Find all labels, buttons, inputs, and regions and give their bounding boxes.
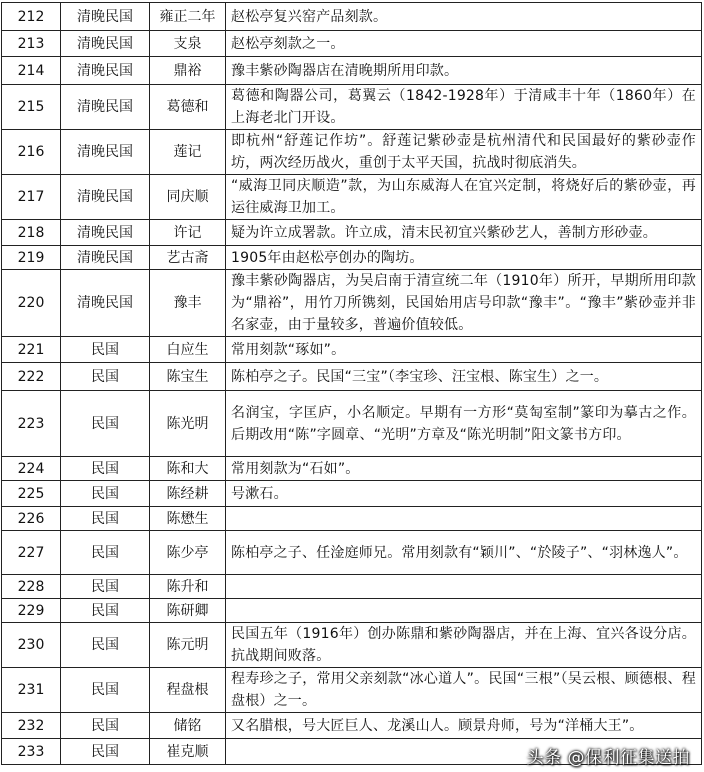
row-number: 219 [2, 246, 61, 270]
table-row [2, 175, 702, 220]
row-name: 葛德和 [150, 85, 226, 130]
table-row [2, 531, 702, 575]
row-era: 民国 [61, 481, 150, 507]
row-description: 民国五年（1916年）创办陈鼎和紫砂陶器店，并在上海、宜兴各设分店。抗战期间败落。 [226, 623, 702, 668]
row-description: 赵松亭复兴窑产品刻款。 [226, 3, 702, 31]
row-number: 228 [2, 575, 61, 599]
row-name: 支泉 [150, 31, 226, 57]
row-number: 230 [2, 623, 61, 668]
row-number: 216 [2, 130, 61, 175]
row-era: 民国 [61, 391, 150, 457]
row-era: 民国 [61, 507, 150, 531]
row-description: 名润宝，字匡庐，小名顺定。早期有一方形“莫匋室制”篆印为摹古之作。后期改用“陈”字圆章、“光明”方章及“陈光明制”阳文篆书方印。 [226, 391, 702, 457]
row-number: 231 [2, 668, 61, 713]
row-description: 陈柏亭之子。民国“三宝”（李宝珍、汪宝根、陈宝生）之一。 [226, 363, 702, 391]
row-era: 清晚民国 [61, 57, 150, 85]
table-row [2, 220, 702, 246]
row-number: 218 [2, 220, 61, 246]
row-era: 民国 [61, 739, 150, 765]
row-name: 陈研卿 [150, 599, 226, 623]
row-number: 222 [2, 363, 61, 391]
row-number: 214 [2, 57, 61, 85]
row-name: 鼎裕 [150, 57, 226, 85]
table-row [2, 246, 702, 270]
row-description: 即杭州“舒莲记作坊”。舒莲记紫砂壶是杭州清代和民国最好的紫砂壶作坊，两次经历战火，重创于太平天国，抗战时彻底消失。 [226, 130, 702, 175]
row-description [226, 507, 702, 531]
row-era: 清晚民国 [61, 3, 150, 31]
table-row [2, 57, 702, 85]
watermark: 头条 @保利征集送拍 [526, 748, 690, 768]
row-era: 清晚民国 [61, 130, 150, 175]
table-row [2, 575, 702, 599]
row-description: 1905年由赵松亭创办的陶坊。 [226, 246, 702, 270]
table-row [2, 31, 702, 57]
table-row [2, 270, 702, 337]
row-number: 217 [2, 175, 61, 220]
row-name: 陈元明 [150, 623, 226, 668]
row-description: 赵松亭刻款之一。 [226, 31, 702, 57]
row-era: 民国 [61, 599, 150, 623]
row-description: 疑为许立成署款。许立成，清末民初宜兴紫砂艺人，善制方形砂壶。 [226, 220, 702, 246]
row-era: 清晚民国 [61, 31, 150, 57]
row-number: 212 [2, 3, 61, 31]
row-description: 常用刻款“琢如”。 [226, 337, 702, 363]
row-number: 233 [2, 739, 61, 765]
row-number: 223 [2, 391, 61, 457]
row-name: 陈宝生 [150, 363, 226, 391]
row-name: 陈升和 [150, 575, 226, 599]
row-name: 白应生 [150, 337, 226, 363]
row-era: 清晚民国 [61, 175, 150, 220]
row-name: 许记 [150, 220, 226, 246]
row-era: 清晚民国 [61, 270, 150, 337]
row-era: 清晚民国 [61, 220, 150, 246]
row-name: 陈经耕 [150, 481, 226, 507]
row-era: 清晚民国 [61, 246, 150, 270]
table-row [2, 481, 702, 507]
row-era: 民国 [61, 363, 150, 391]
table-row [2, 130, 702, 175]
row-name: 莲记 [150, 130, 226, 175]
row-era: 清晚民国 [61, 85, 150, 130]
row-era: 民国 [61, 623, 150, 668]
row-description [226, 575, 702, 599]
table-row [2, 599, 702, 623]
row-number: 213 [2, 31, 61, 57]
row-description: 陈柏亭之子、任淦庭师兄。常用刻款有“颖川”、“於陵子”、“羽林逸人”。 [226, 531, 702, 575]
row-number: 229 [2, 599, 61, 623]
row-name: 豫丰 [150, 270, 226, 337]
row-era: 民国 [61, 668, 150, 713]
row-name: 陈懋生 [150, 507, 226, 531]
table-row [2, 457, 702, 481]
row-description: 号漱石。 [226, 481, 702, 507]
row-era: 民国 [61, 531, 150, 575]
row-number: 226 [2, 507, 61, 531]
row-name: 雍正二年 [150, 3, 226, 31]
row-number: 225 [2, 481, 61, 507]
row-description [226, 599, 702, 623]
row-description: 豫丰紫砂陶器店在清晚期所用印款。 [226, 57, 702, 85]
row-name: 艺古斋 [150, 246, 226, 270]
row-number: 220 [2, 270, 61, 337]
row-name: 储铭 [150, 713, 226, 739]
row-name: 陈光明 [150, 391, 226, 457]
row-description: “威海卫同庆顺造”款，为山东威海人在宜兴定制，将烧好后的紫砂壶，再运往威海卫加工。 [226, 175, 702, 220]
row-number: 215 [2, 85, 61, 130]
row-number: 227 [2, 531, 61, 575]
row-era: 民国 [61, 575, 150, 599]
table-row [2, 623, 702, 668]
row-description: 豫丰紫砂陶器店，为吴启南于清宣统二年（1910年）所开，早期所用印款为“鼎裕”，用竹刀所镌刻，民国始用店号印款“豫丰”。“豫丰”紫砂壶并非名家壶，由于量较多，普遍价值较低。 [226, 270, 702, 337]
row-number: 224 [2, 457, 61, 481]
catalog-table [1, 2, 702, 765]
table-row [2, 3, 702, 31]
row-description: 程寿珍之子，常用父亲刻款“冰心道人”。民国“三根”（吴云根、顾德根、程盘根）之一。 [226, 668, 702, 713]
catalog-table-body [2, 3, 702, 765]
table-row [2, 337, 702, 363]
row-era: 民国 [61, 713, 150, 739]
row-number: 232 [2, 713, 61, 739]
row-description: 常用刻款为“石如”。 [226, 457, 702, 481]
row-number: 221 [2, 337, 61, 363]
row-name: 程盘根 [150, 668, 226, 713]
table-row [2, 668, 702, 713]
row-name: 崔克顺 [150, 739, 226, 765]
table-row [2, 713, 702, 739]
table-row [2, 391, 702, 457]
row-era: 民国 [61, 337, 150, 363]
row-name: 陈少亭 [150, 531, 226, 575]
table-row [2, 507, 702, 531]
row-name: 陈和大 [150, 457, 226, 481]
row-description: 葛德和陶器公司，葛翼云（1842-1928年）于清咸丰十年（1860年）在上海老北门开设。 [226, 85, 702, 130]
row-name: 同庆顺 [150, 175, 226, 220]
table-row [2, 363, 702, 391]
row-description: 又名腊根，号大匠巨人、龙溪山人。顾景舟师，号为“洋桶大王”。 [226, 713, 702, 739]
table-row [2, 85, 702, 130]
row-era: 民国 [61, 457, 150, 481]
